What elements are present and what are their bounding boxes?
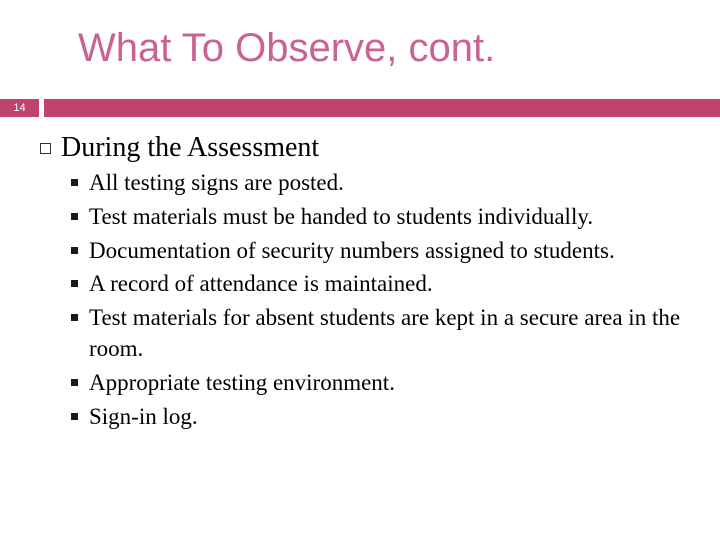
list-item-text: Test materials must be handed to students individually. xyxy=(89,203,594,229)
list-item-text: A record of attendance is maintained. xyxy=(89,271,433,297)
list-item xyxy=(82,367,712,398)
filled-square-icon xyxy=(71,179,78,186)
slide-number-bar xyxy=(0,99,39,117)
filled-square-icon xyxy=(71,314,78,321)
list-item-text: Test materials for absent students are kept in a secure area in the room. xyxy=(89,305,681,362)
list-item-text: Sign-in log. xyxy=(89,403,198,429)
list-item xyxy=(82,235,712,266)
assessment-checklist xyxy=(82,167,712,435)
slide-number: 14 xyxy=(13,102,26,114)
filled-square-icon xyxy=(71,280,78,287)
filled-square-icon xyxy=(71,213,78,220)
list-item xyxy=(82,167,712,198)
list-item xyxy=(82,268,712,299)
slide-title: What To Observe, cont. xyxy=(78,26,496,70)
filled-square-icon xyxy=(71,247,78,254)
filled-square-icon xyxy=(71,379,78,386)
heading-bullet-row xyxy=(40,128,319,168)
section-heading: During the Assessment xyxy=(61,132,320,163)
list-item xyxy=(82,302,712,364)
list-item-text: All testing signs are posted. xyxy=(89,170,344,195)
list-item xyxy=(82,401,712,432)
accent-bar xyxy=(44,99,720,117)
list-item-text: Documentation of security numbers assigned to students. xyxy=(89,237,615,263)
list-item xyxy=(82,201,712,232)
hollow-square-icon xyxy=(40,143,51,154)
list-item-text: Appropriate testing environment. xyxy=(89,369,395,395)
filled-square-icon xyxy=(71,413,78,420)
